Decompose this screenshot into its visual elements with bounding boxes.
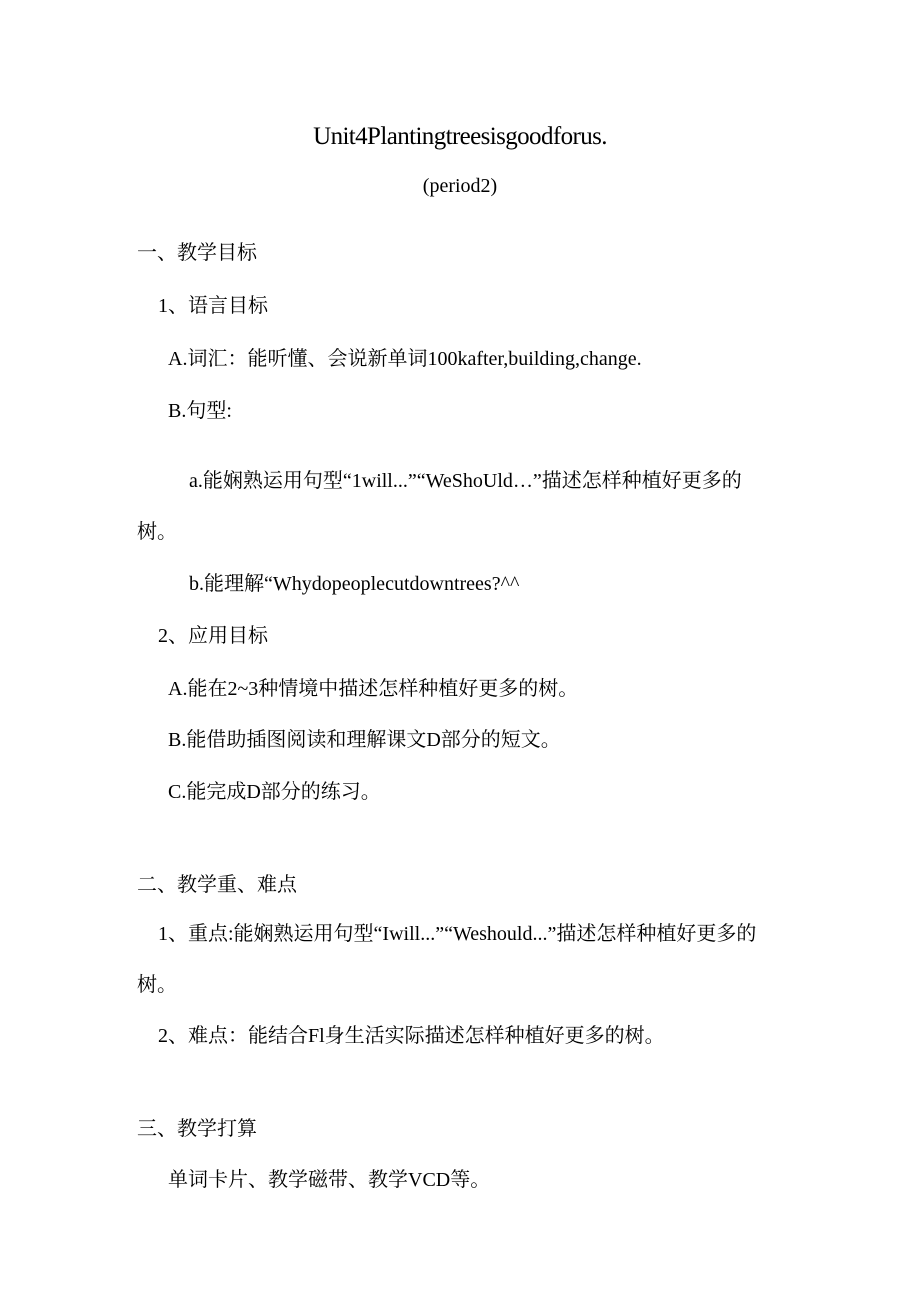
- item-application-b: B.能借助插图阅读和理解课文D部分的短文。: [168, 729, 561, 751]
- item-vocabulary: A.词汇：能听懂、会说新单词100kafter,building,change.: [168, 348, 642, 370]
- section-heading-key-points: 二、教学重、难点: [137, 874, 297, 896]
- item-difficult-point: 2、难点：能结合Fl身生活实际描述怎样种植好更多的树。: [158, 1025, 665, 1047]
- item-pattern-b: b.能理解“Whydopeoplecutdowntrees?^^: [189, 573, 520, 595]
- section-heading-teaching-goals: 一、教学目标: [137, 242, 257, 264]
- item-application-c: C.能完成D部分的练习。: [168, 781, 381, 803]
- item-key-point-line1: 1、重点:能娴熟运用句型“Iwill...”“Weshould...”描述怎样种植好更多的: [158, 923, 757, 945]
- item-pattern-a-line1: a.能娴熟运用句型“1will...”“WeShoUld…”描述怎样种植好更多的: [189, 470, 742, 492]
- item-preparation: 单词卡片、教学磁带、教学VCD等。: [168, 1169, 491, 1191]
- item-key-point-line2: 树。: [137, 974, 177, 996]
- item-pattern-a-line2: 树。: [137, 521, 177, 543]
- section-heading-preparation: 三、教学打算: [137, 1118, 257, 1140]
- item-application-a: A.能在2~3种情境中描述怎样种植好更多的树。: [168, 678, 579, 700]
- subsection-heading-application-goals: 2、应用目标: [158, 625, 268, 647]
- subsection-heading-language-goals: 1、语言目标: [158, 295, 268, 317]
- item-sentence-patterns: B.句型:: [168, 400, 232, 422]
- page-title: Unit4Plantingtreesisgoodforus.: [313, 123, 607, 150]
- page-subtitle: (period2): [422, 175, 498, 197]
